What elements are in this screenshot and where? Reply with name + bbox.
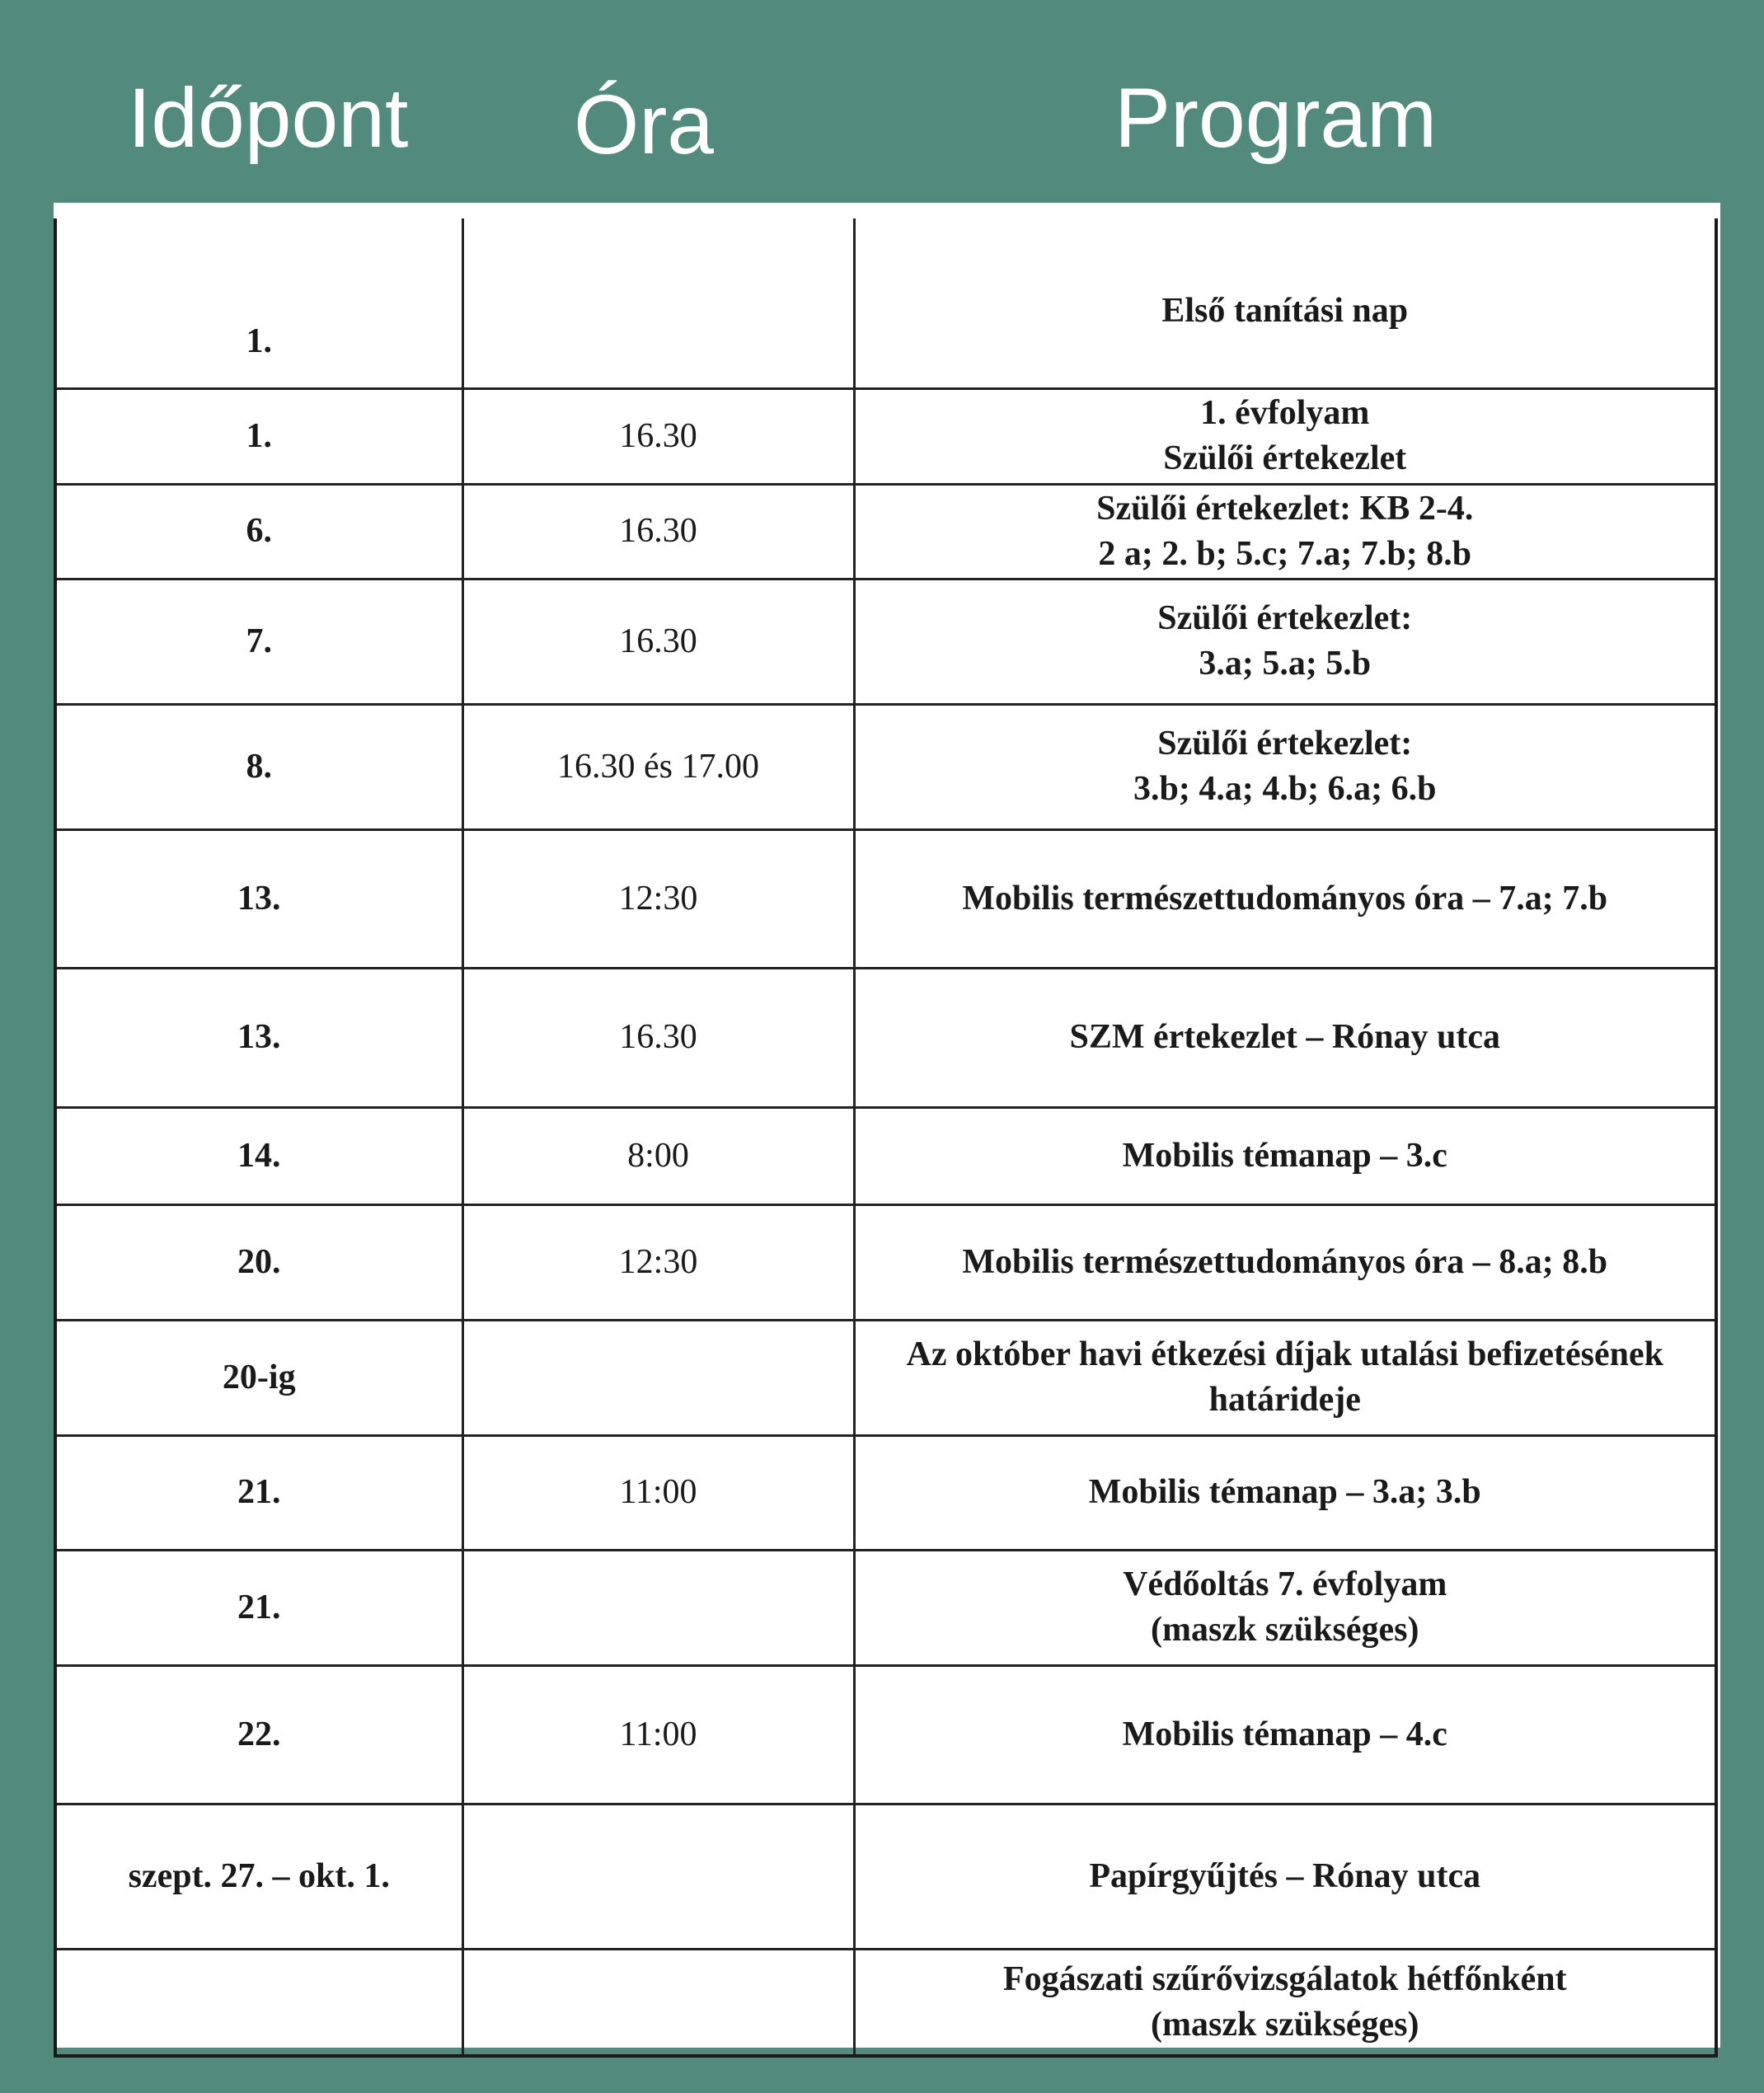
table-row (55, 388, 1716, 484)
date-cell: 21. (55, 1550, 462, 1665)
date-cell: 6. (55, 484, 462, 579)
time-cell: 11:00 (462, 1665, 854, 1804)
time-cell: 16.30 (462, 579, 854, 704)
program-line: Szülői értekezlet: (1157, 599, 1413, 637)
program-line: Szülői értekezlet: (1157, 725, 1413, 763)
time-cell: 11:00 (462, 1435, 854, 1550)
time-cell: 16.30 (462, 388, 854, 484)
table-row (55, 1949, 1716, 2056)
table-row (55, 1665, 1716, 1804)
table-header (0, 0, 1764, 202)
table-row (55, 218, 1716, 388)
program-cell (854, 968, 1716, 1107)
date-cell: 1. (55, 388, 462, 484)
table-row (55, 1320, 1716, 1435)
date-cell: 22. (55, 1665, 462, 1804)
program-line: Mobilis témanap – 3.a; 3.b (1088, 1473, 1481, 1511)
program-line: Első tanítási nap (1161, 292, 1409, 330)
program-cell (854, 579, 1716, 704)
time-cell: 16.30 és 17.00 (462, 704, 854, 829)
program-cell (854, 1204, 1716, 1320)
table-row (55, 1550, 1716, 1665)
date-cell: 8. (55, 704, 462, 829)
time-cell (462, 1550, 854, 1665)
header-date-label: Időpont (128, 71, 409, 165)
time-cell (462, 1949, 854, 2056)
table-row (55, 704, 1716, 829)
table-row (55, 968, 1716, 1107)
program-cell (854, 1550, 1716, 1665)
program-line: 1. évfolyam (1200, 394, 1370, 432)
program-cell (854, 1320, 1716, 1435)
table-row (55, 579, 1716, 704)
program-line: 2 a; 2. b; 5.c; 7.a; 7.b; 8.b (1098, 534, 1472, 573)
time-cell: 12:30 (462, 1204, 854, 1320)
schedule-body (55, 218, 1716, 2056)
program-line: (maszk szükséges) (1151, 2005, 1419, 2044)
program-line: Papírgyűjtés – Rónay utca (1089, 1856, 1481, 1895)
time-cell (462, 1804, 854, 1949)
table-row (55, 484, 1716, 579)
table-row (55, 829, 1716, 968)
program-line: 3.b; 4.a; 4.b; 6.a; 6.b (1133, 770, 1437, 808)
date-cell: szept. 27. – okt. 1. (55, 1804, 462, 1949)
program-line: (maszk szükséges) (1151, 1611, 1419, 1649)
time-cell (462, 218, 854, 388)
program-line: Mobilis témanap – 4.c (1122, 1715, 1447, 1753)
program-cell (854, 704, 1716, 829)
program-line: Mobilis természettudományos óra – 8.a; 8.b (962, 1242, 1608, 1281)
program-line: Mobilis természettudományos óra – 7.a; 7.b (962, 879, 1608, 917)
program-line: határideje (1208, 1381, 1361, 1419)
program-line: Az október havi étkezési díjak utalási befizetésének (906, 1335, 1663, 1373)
program-cell (854, 484, 1716, 579)
date-cell: 7. (55, 579, 462, 704)
program-cell (854, 1107, 1716, 1204)
time-cell: 12:30 (462, 829, 854, 968)
table-row (55, 1107, 1716, 1204)
program-cell (854, 1949, 1716, 2056)
date-cell: 14. (55, 1107, 462, 1204)
date-cell: 13. (55, 829, 462, 968)
date-cell: 20-ig (55, 1320, 462, 1435)
table-row (55, 1804, 1716, 1949)
date-cell: 20. (55, 1204, 462, 1320)
table-row (55, 1204, 1716, 1320)
program-cell (854, 218, 1716, 388)
schedule-sheet (54, 203, 1720, 2048)
program-line: Mobilis témanap – 3.c (1122, 1136, 1447, 1175)
program-cell (854, 829, 1716, 968)
program-line: 3.a; 5.a; 5.b (1199, 645, 1372, 683)
time-cell: 16.30 (462, 484, 854, 579)
program-cell (854, 1435, 1716, 1550)
table-row (55, 1435, 1716, 1550)
program-cell (854, 1804, 1716, 1949)
program-cell (854, 1665, 1716, 1804)
program-line: Fogászati szűrővizsgálatok hétfőnként (1002, 1959, 1567, 1998)
program-line: SZM értekezlet – Rónay utca (1069, 1018, 1501, 1056)
program-line: Szülői értekezlet (1163, 439, 1407, 477)
program-line: Szülői értekezlet: KB 2-4. (1096, 489, 1474, 528)
header-program-label: Program (1114, 71, 1438, 165)
schedule-table (54, 218, 1718, 2058)
date-cell: 1. (246, 321, 272, 360)
header-time-label: Óra (574, 77, 715, 171)
date-cell (55, 1949, 462, 2056)
program-line: Védőoltás 7. évfolyam (1123, 1565, 1447, 1603)
date-cell: 21. (55, 1435, 462, 1550)
date-cell: 13. (55, 968, 462, 1107)
program-cell (854, 388, 1716, 484)
time-cell: 16.30 (462, 968, 854, 1107)
time-cell: 8:00 (462, 1107, 854, 1204)
time-cell (462, 1320, 854, 1435)
